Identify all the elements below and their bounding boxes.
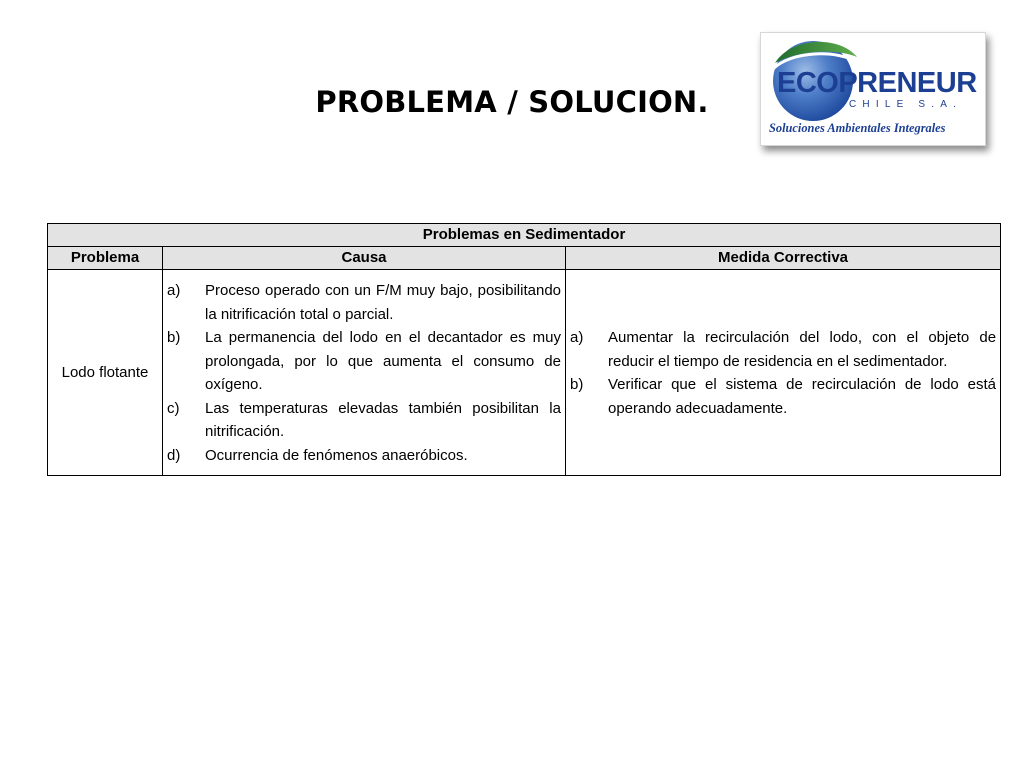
cause-item [167,444,561,468]
logo-subtitle: CHILE S.A. [849,99,963,110]
column-header-causa: Causa [163,247,566,270]
cause-label: b) [167,329,181,346]
problem-cell: Lodo flotante [48,270,163,476]
column-header-medida: Medida Correctiva [566,247,1001,270]
measure-item [570,373,996,420]
measure-label: a) [570,329,584,346]
problems-table [47,223,1001,476]
measure-text: Aumentar la recirculación del lodo, con el objeto de reducir el tiempo de residencia en el sedimentador. [608,329,997,370]
measure-text: Verificar que el sistema de recirculación de lodo está operando adecuadamente. [608,376,997,417]
cause-item [167,326,561,397]
cause-label: d) [167,446,181,464]
logo-word-eco: ECO [777,67,839,99]
measures-cell [566,270,1001,476]
measure-item [570,326,996,373]
cause-text: Proceso operado con un F/M muy bajo, posibilitando la nitrificación total o parcial. [205,282,561,323]
cause-text: Las temperaturas elevadas también posibilitan la nitrificación. [205,399,561,440]
cause-label: a) [167,282,181,299]
measure-label: b) [570,376,584,393]
logo-tagline: Soluciones Ambientales Integrales [769,121,946,135]
cause-text: La permanencia del lodo en el decantador es muy prolongada, por lo que aumenta el consumo de oxígeno. [205,329,561,393]
cause-item [167,397,561,444]
cause-text: Ocurrencia de fenómenos anaeróbicos. [205,446,468,464]
logo-word-rest: PRENEUR [838,67,977,99]
column-header-problema: Problema [48,247,163,270]
cause-item [167,279,561,326]
causes-cell [163,270,566,476]
cause-label: c) [167,399,180,417]
table-row [48,270,1001,476]
table-title: Problemas en Sedimentador [48,224,1001,247]
slide-title: PROBLEMA / SOLUCION. [315,85,709,119]
company-logo [760,32,986,146]
